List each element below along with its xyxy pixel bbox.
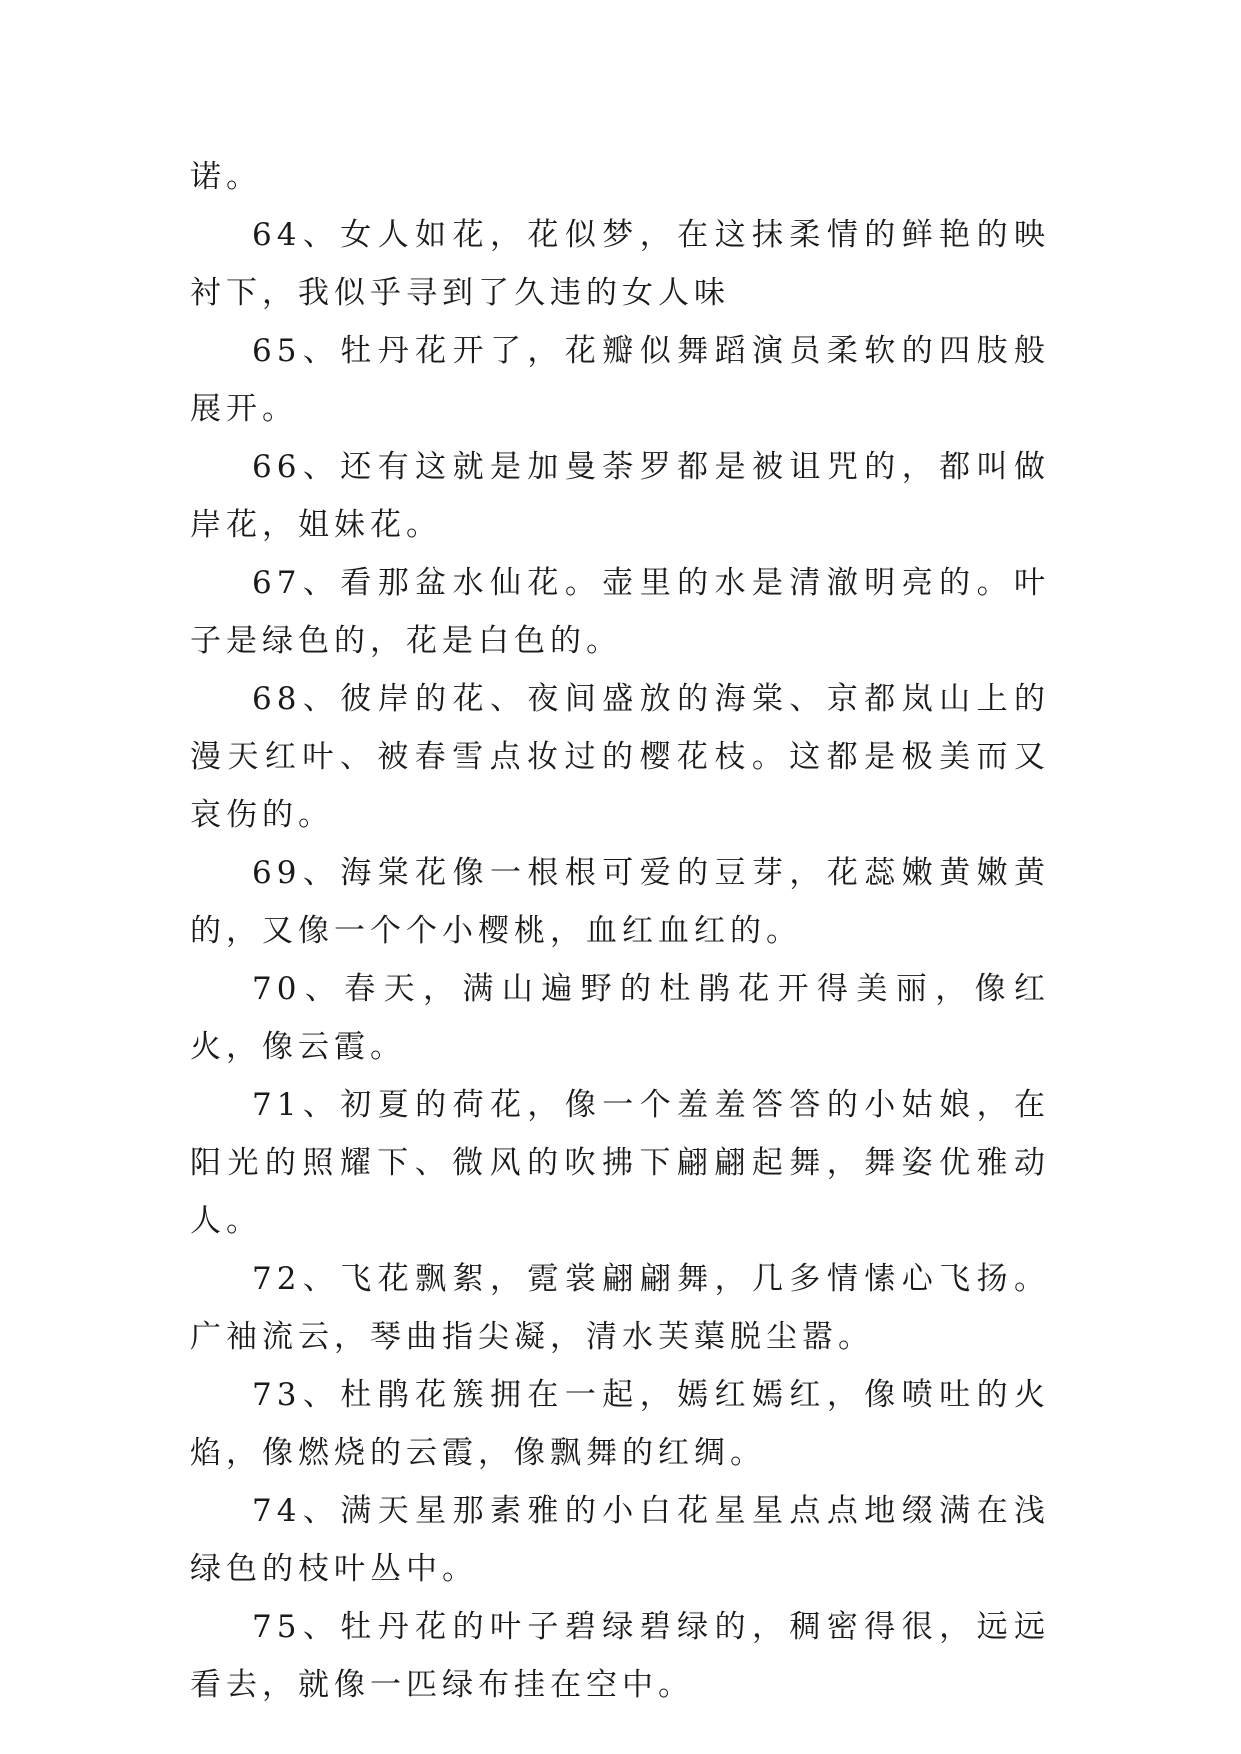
paragraph-73: 73、杜鹃花簇拥在一起，嫣红嫣红，像喷吐的火焰，像燃烧的云霞，像飘舞的红绸。 [190, 1377, 1050, 1471]
paragraph-65: 65、牡丹花开了，花瓣似舞蹈演员柔软的四肢般展开。 [190, 333, 1050, 427]
paragraph-74: 74、满天星那素雅的小白花星星点点地缀满在浅绿色的枝叶丛中。 [190, 1493, 1050, 1587]
paragraph-68: 68、彼岸的花、夜间盛放的海棠、京都岚山上的漫天红叶、被春雪点妆过的樱花枝。这都是极美而又哀伤的。 [190, 681, 1050, 833]
paragraph-66: 66、还有这就是加曼荼罗都是被诅咒的，都叫做岸花，姐妹花。 [190, 449, 1050, 543]
paragraph-64: 64、女人如花，花似梦，在这抹柔情的鲜艳的映衬下，我似乎寻到了久违的女人味 [190, 217, 1050, 311]
paragraph-67: 67、看那盆水仙花。壶里的水是清澈明亮的。叶子是绿色的，花是白色的。 [190, 565, 1050, 659]
paragraph-75: 75、牡丹花的叶子碧绿碧绿的，稠密得很，远远看去，就像一匹绿布挂在空中。 [190, 1609, 1050, 1703]
paragraph-70: 70、春天，满山遍野的杜鹃花开得美丽，像红火，像云霞。 [190, 971, 1050, 1065]
paragraph-71: 71、初夏的荷花，像一个羞羞答答的小姑娘，在阳光的照耀下、微风的吹拂下翩翩起舞，舞姿优雅动人。 [190, 1087, 1050, 1239]
paragraph-72: 72、飞花飘絮，霓裳翩翩舞，几多情愫心飞扬。广袖流云，琴曲指尖凝，清水芙蕖脱尘嚣。 [190, 1261, 1050, 1355]
paragraph-69: 69、海棠花像一根根可爱的豆芽，花蕊嫩黄嫩黄的，又像一个个小樱桃，血红血红的。 [190, 855, 1050, 949]
document-page [190, 148, 1050, 1714]
paragraph-continuation: 诺。 [190, 159, 262, 195]
